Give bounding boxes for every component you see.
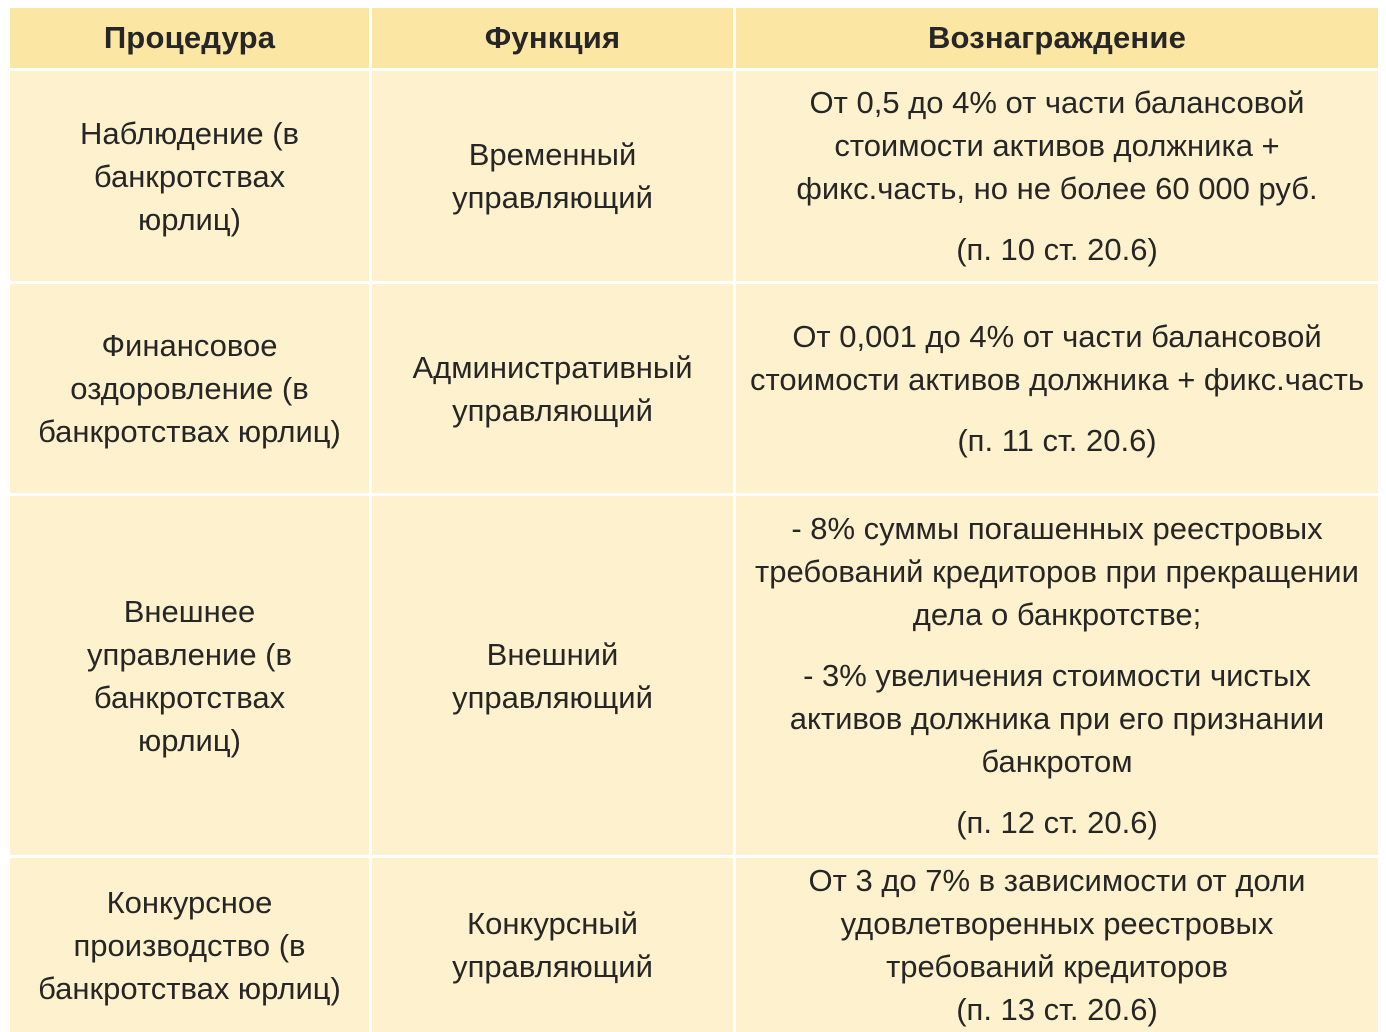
header-row [10,8,1378,71]
table-row [10,284,1378,496]
procedure-text: Финансовое оздоровление (в банкротствах юрлиц) [38,328,341,449]
function-cell [372,858,736,1032]
function-text: Временный управляющий [452,137,653,215]
procedure-cell [10,858,372,1032]
function-cell [372,71,736,284]
procedure-cell [10,71,372,284]
table-row [10,858,1378,1032]
table-row [10,496,1378,858]
reward-text-item-2: - 3% увеличения стоимости чистых активов должника при его признании банкротом [789,658,1325,779]
law-reference: (п. 11 ст. 20.6) [957,423,1157,458]
table-body [10,71,1378,1032]
procedure-cell [10,284,372,496]
reward-cell [736,858,1378,1032]
procedure-text: Внешнее управление (в банкротствах юрлиц) [87,593,292,758]
reward-text: От 0,5 до 4% от части балансовой стоимости активов должника + фикс.часть, но не более 60 000 руб. [796,85,1318,206]
function-cell [372,496,736,858]
table-row [10,71,1378,284]
law-reference: (п. 12 ст. 20.6) [956,805,1158,840]
header-reward: Вознаграждение [736,8,1378,71]
reward-cell [736,284,1378,496]
reward-cell [736,71,1378,284]
function-cell [372,284,736,496]
procedure-text: Наблюдение (в банкротствах юрлиц) [79,115,300,237]
function-text: Административный управляющий [412,349,693,428]
table-header [10,8,1378,71]
bankruptcy-fee-table [10,8,1378,1032]
reward-text: От 3 до 7% в зависимости от доли удовлетворенных реестровых требований кредиторов [808,863,1306,984]
reward-cell [736,496,1378,858]
procedure-text: Конкурсное производство (в банкротствах юрлиц) [38,884,341,1006]
law-reference: (п. 13 ст. 20.6) [956,992,1158,1027]
procedure-cell [10,496,372,858]
reward-text: От 0,001 до 4% от части балансовой стоимости активов должника + фикс.часть [749,319,1364,397]
function-text: Внешний управляющий [452,636,653,715]
law-reference: (п. 10 ст. 20.6) [956,232,1158,267]
header-function: Функция [372,8,736,71]
reward-text-item-1: - 8% суммы погашенных реестровых требований кредиторов при прекращении дела о банкротстве; [755,511,1359,632]
header-procedure: Процедура [10,8,372,71]
function-text: Конкурсный управляющий [452,906,653,984]
